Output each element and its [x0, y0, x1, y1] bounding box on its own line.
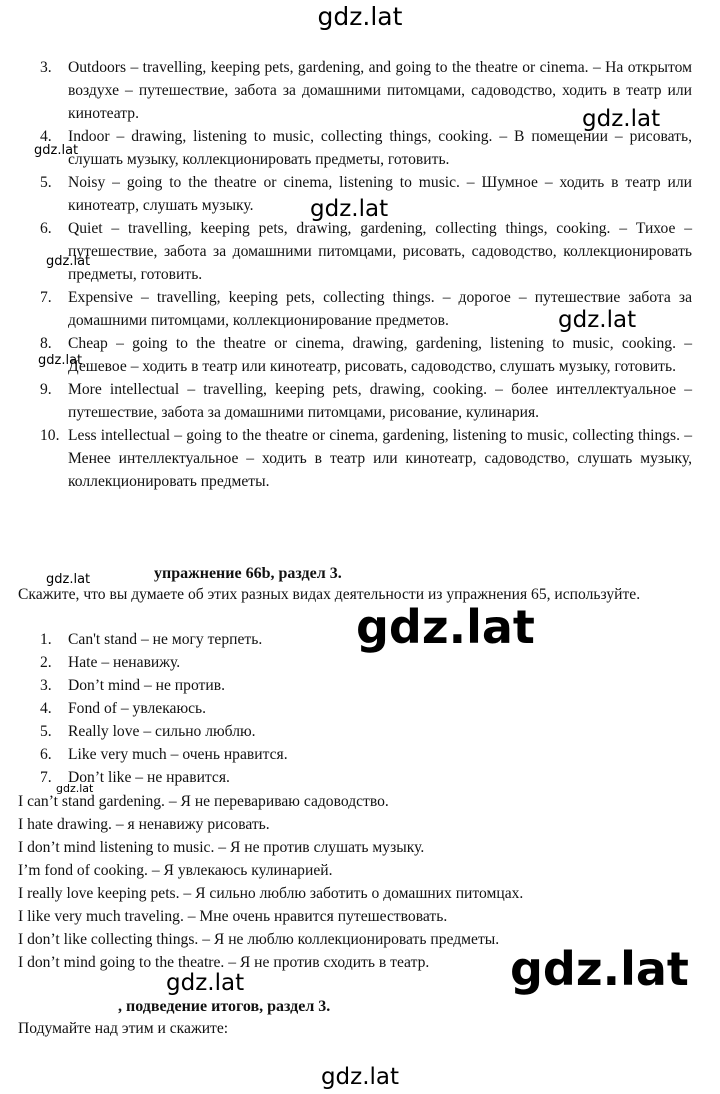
- example-line: I don’t like collecting things. – Я не люблю коллекционировать предметы.: [18, 931, 500, 948]
- example-sentences: [18, 790, 698, 974]
- list-item: 4. Fond of – увлекаюсь.: [40, 700, 207, 717]
- example-line: I really love keeping pets. – Я сильно люблю заботить о домашних питомцах.: [18, 885, 524, 902]
- watermark-large: gdz.lat: [356, 600, 535, 654]
- list-item: 4. Indoor – drawing, listening to music, collecting things, cooking. – В помещении – рисовать, слушать музыку, коллекционировать предметы, готовить.: [40, 128, 692, 168]
- list-item: 3. Don’t mind – не против.: [40, 677, 225, 694]
- list-item: 6. Quiet – travelling, keeping pets, drawing, gardening, collecting things, cooking. – Тихое – путешествие, забота за домашними питомцами, рисовать, садоводство, коллекционировать предметы, готовить.: [40, 220, 692, 283]
- watermark: gdz.lat: [582, 106, 661, 132]
- watermark: gdz.lat: [166, 970, 245, 996]
- closing-text: Подумайте над этим и скажите:: [18, 1020, 229, 1037]
- list-item: 8. Cheap – going to the theatre or cinema, drawing, gardening, listening to music, cooking. – Дешевое – ходить в театр или кинотеатр, рисовать, садоводство, слушать музыку, готовить.: [40, 335, 692, 375]
- example-line: I don’t mind listening to music. – Я не против слушать музыку.: [18, 839, 425, 856]
- watermark: gdz.lat: [34, 143, 79, 158]
- list-item: 9. More intellectual – travelling, keeping pets, drawing, cooking. – более интеллектуальное – путешествие, забота за домашними питомцами, рисование, кулинария.: [40, 381, 692, 421]
- example-line: I like very much traveling. – Мне очень нравится путешествовать.: [18, 908, 448, 925]
- activities-list: [40, 56, 692, 493]
- list-item: 10. Less intellectual – going to the theatre or cinema, gardening, listening to music, collecting things. – Менее интеллектуальное – ходить в театр или кинотеатр, садоводство, слушать музыку, коллекционировать предметы.: [40, 427, 692, 490]
- watermark: gdz.lat: [46, 572, 91, 587]
- example-line: I hate drawing. – я ненавижу рисовать.: [18, 816, 270, 833]
- watermark: gdz.lat: [310, 196, 389, 222]
- watermark-bottom: gdz.lat: [320, 1064, 400, 1090]
- watermark-top: gdz.lat: [317, 2, 403, 31]
- list-item: 3. Outdoors – travelling, keeping pets, gardening, and going to the theatre or cinema. – На открытом воздухе – путешествие, забота за домашними питомцами, садоводство, ходить в театр или кинотеатр.: [40, 59, 692, 122]
- example-line: I’m fond of cooking. – Я увлекаюсь кулинарией.: [18, 862, 333, 879]
- watermark-large: gdz.lat: [510, 942, 689, 996]
- list-item: 7. Don’t like – не нравится.: [40, 769, 230, 786]
- phrases-list: [40, 628, 288, 789]
- exercise-instruction: Скажите, что вы думаете об этих разных видах деятельности из упражнения 65, используйте.: [18, 586, 641, 603]
- example-line: I don’t mind going to the theatre. – Я не против сходить в театр.: [18, 954, 430, 971]
- example-line: I can’t stand gardening. – Я не перевариваю садоводство.: [18, 793, 389, 810]
- list-item: 5. Really love – сильно люблю.: [40, 723, 256, 740]
- list-item: 2. Hate – ненавижу.: [40, 654, 181, 671]
- list-item: 5. Noisy – going to the theatre or cinema, listening to music. – Шумное – ходить в театр или кинотеатр, слушать музыку.: [40, 174, 692, 214]
- list-item: 6. Like very much – очень нравится.: [40, 746, 288, 763]
- watermark: gdz.lat: [38, 353, 83, 368]
- list-item: 7. Expensive – travelling, keeping pets, collecting things. – дорогое – путешествие забота за домашними питомцами, коллекционирование предметов.: [40, 289, 692, 329]
- list-item: 1. Can't stand – не могу терпеть.: [40, 631, 263, 648]
- watermark: gdz.lat: [558, 307, 637, 333]
- watermark: gdz.lat: [56, 782, 94, 795]
- summary-heading: , подведение итогов, раздел 3.: [118, 998, 331, 1015]
- exercise-heading: упражнение 66b, раздел 3.: [154, 565, 342, 582]
- watermark: gdz.lat: [46, 254, 91, 269]
